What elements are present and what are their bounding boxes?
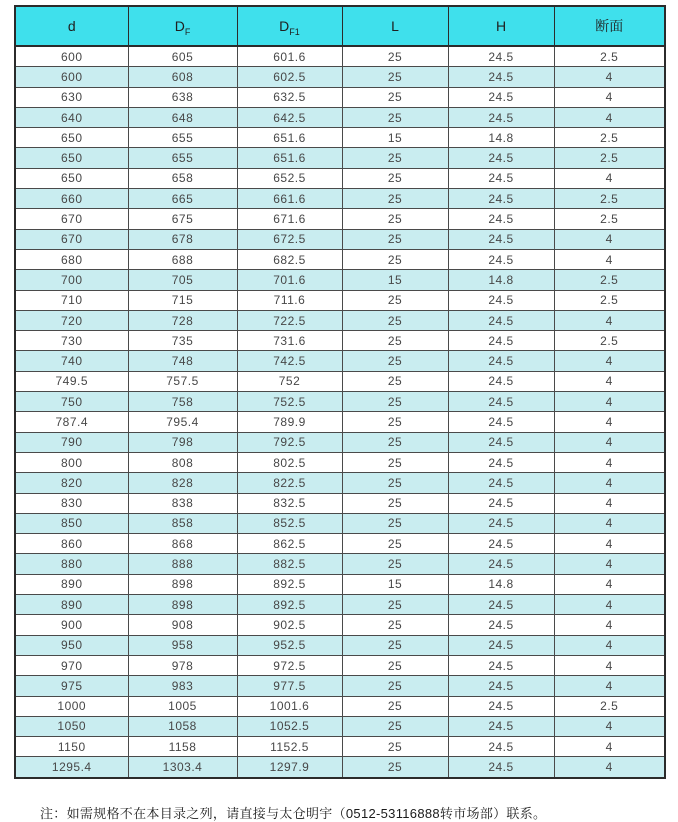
cell: 787.4 xyxy=(15,412,128,432)
cell: 25 xyxy=(342,168,448,188)
cell: 15 xyxy=(342,270,448,290)
cell: 1152.5 xyxy=(237,737,342,757)
column-header-label: L xyxy=(391,18,399,34)
cell: 728 xyxy=(128,310,237,330)
footer-note: 注：如需规格不在本目录之列，请直接与太仓明宇（0512-53116888转市场部）联系。 xyxy=(40,806,547,821)
cell: 983 xyxy=(128,676,237,696)
table-row xyxy=(15,432,665,452)
cell: 608 xyxy=(128,67,237,87)
table-body xyxy=(15,46,665,778)
column-header-subscript: F xyxy=(184,26,191,37)
cell: 680 xyxy=(15,249,128,269)
cell: 25 xyxy=(342,331,448,351)
cell: 752.5 xyxy=(237,392,342,412)
cell: 24.5 xyxy=(448,371,554,391)
cell: 25 xyxy=(342,757,448,778)
cell: 4 xyxy=(554,655,665,675)
cell: 25 xyxy=(342,493,448,513)
cell: 25 xyxy=(342,696,448,716)
cell: 802.5 xyxy=(237,452,342,472)
cell: 868 xyxy=(128,534,237,554)
column-header xyxy=(128,6,237,46)
cell: 890 xyxy=(15,595,128,615)
cell: 4 xyxy=(554,493,665,513)
cell: 665 xyxy=(128,189,237,209)
cell: 860 xyxy=(15,534,128,554)
column-header xyxy=(554,6,665,46)
spec-table-container xyxy=(14,5,666,779)
cell: 24.5 xyxy=(448,493,554,513)
cell: 4 xyxy=(554,716,665,736)
table-row xyxy=(15,493,665,513)
cell: 24.5 xyxy=(448,655,554,675)
cell: 25 xyxy=(342,229,448,249)
cell: 14.8 xyxy=(448,270,554,290)
cell: 630 xyxy=(15,87,128,107)
cell: 4 xyxy=(554,635,665,655)
cell: 952.5 xyxy=(237,635,342,655)
cell: 790 xyxy=(15,432,128,452)
cell: 24.5 xyxy=(448,331,554,351)
cell: 651.6 xyxy=(237,148,342,168)
cell: 4 xyxy=(554,574,665,594)
table-row xyxy=(15,148,665,168)
cell: 2.5 xyxy=(554,270,665,290)
table-row xyxy=(15,310,665,330)
cell: 832.5 xyxy=(237,493,342,513)
cell: 600 xyxy=(15,67,128,87)
cell: 978 xyxy=(128,655,237,675)
cell: 24.5 xyxy=(448,615,554,635)
cell: 670 xyxy=(15,229,128,249)
cell: 4 xyxy=(554,371,665,391)
cell: 902.5 xyxy=(237,615,342,635)
cell: 798 xyxy=(128,432,237,452)
cell: 752 xyxy=(237,371,342,391)
cell: 1052.5 xyxy=(237,716,342,736)
cell: 908 xyxy=(128,615,237,635)
cell: 1295.4 xyxy=(15,757,128,778)
cell: 711.6 xyxy=(237,290,342,310)
column-header xyxy=(237,6,342,46)
cell: 1303.4 xyxy=(128,757,237,778)
spec-table xyxy=(14,5,666,779)
cell: 25 xyxy=(342,655,448,675)
cell: 2.5 xyxy=(554,148,665,168)
table-row xyxy=(15,655,665,675)
cell: 652.5 xyxy=(237,168,342,188)
cell: 742.5 xyxy=(237,351,342,371)
cell: 722.5 xyxy=(237,310,342,330)
table-row xyxy=(15,412,665,432)
table-row xyxy=(15,696,665,716)
cell: 888 xyxy=(128,554,237,574)
cell: 758 xyxy=(128,392,237,412)
cell: 25 xyxy=(342,107,448,127)
cell: 715 xyxy=(128,290,237,310)
cell: 25 xyxy=(342,452,448,472)
cell: 838 xyxy=(128,493,237,513)
cell: 975 xyxy=(15,676,128,696)
cell: 24.5 xyxy=(448,757,554,778)
cell: 24.5 xyxy=(448,229,554,249)
cell: 950 xyxy=(15,635,128,655)
cell: 2.5 xyxy=(554,696,665,716)
cell: 890 xyxy=(15,574,128,594)
cell: 678 xyxy=(128,229,237,249)
column-header xyxy=(15,6,128,46)
cell: 1000 xyxy=(15,696,128,716)
cell: 25 xyxy=(342,412,448,432)
cell: 4 xyxy=(554,67,665,87)
table-row xyxy=(15,351,665,371)
column-header-label: d xyxy=(67,18,76,34)
cell: 24.5 xyxy=(448,412,554,432)
cell: 789.9 xyxy=(237,412,342,432)
cell: 24.5 xyxy=(448,209,554,229)
cell: 642.5 xyxy=(237,107,342,127)
table-row xyxy=(15,371,665,391)
table-row xyxy=(15,737,665,757)
cell: 675 xyxy=(128,209,237,229)
cell: 862.5 xyxy=(237,534,342,554)
table-header xyxy=(15,6,665,46)
cell: 2.5 xyxy=(554,46,665,67)
table-row xyxy=(15,168,665,188)
cell: 25 xyxy=(342,46,448,67)
cell: 898 xyxy=(128,595,237,615)
table-row xyxy=(15,595,665,615)
cell: 24.5 xyxy=(448,168,554,188)
cell: 651.6 xyxy=(237,128,342,148)
cell: 4 xyxy=(554,87,665,107)
cell: 25 xyxy=(342,473,448,493)
cell: 24.5 xyxy=(448,189,554,209)
cell: 4 xyxy=(554,168,665,188)
cell: 24.5 xyxy=(448,473,554,493)
cell: 25 xyxy=(342,635,448,655)
cell: 15 xyxy=(342,574,448,594)
cell: 2.5 xyxy=(554,209,665,229)
table-row xyxy=(15,46,665,67)
cell: 822.5 xyxy=(237,473,342,493)
cell: 4 xyxy=(554,249,665,269)
cell: 24.5 xyxy=(448,67,554,87)
cell: 25 xyxy=(342,615,448,635)
cell: 4 xyxy=(554,107,665,127)
cell: 730 xyxy=(15,331,128,351)
cell: 958 xyxy=(128,635,237,655)
cell: 2.5 xyxy=(554,331,665,351)
cell: 735 xyxy=(128,331,237,351)
column-header-label: H xyxy=(495,18,507,34)
table-row xyxy=(15,270,665,290)
cell: 24.5 xyxy=(448,676,554,696)
cell: 25 xyxy=(342,534,448,554)
cell: 650 xyxy=(15,168,128,188)
cell: 731.6 xyxy=(237,331,342,351)
cell: 24.5 xyxy=(448,46,554,67)
cell: 24.5 xyxy=(448,310,554,330)
cell: 4 xyxy=(554,737,665,757)
cell: 25 xyxy=(342,148,448,168)
cell: 4 xyxy=(554,615,665,635)
cell: 25 xyxy=(342,432,448,452)
cell: 25 xyxy=(342,351,448,371)
cell: 25 xyxy=(342,595,448,615)
cell: 25 xyxy=(342,310,448,330)
cell: 705 xyxy=(128,270,237,290)
cell: 1005 xyxy=(128,696,237,716)
cell: 970 xyxy=(15,655,128,675)
cell: 682.5 xyxy=(237,249,342,269)
header-row xyxy=(15,6,665,46)
column-header-subscript: F1 xyxy=(289,26,300,37)
cell: 24.5 xyxy=(448,554,554,574)
column-header-label: 断面 xyxy=(595,18,624,34)
cell: 4 xyxy=(554,412,665,432)
cell: 710 xyxy=(15,290,128,310)
cell: 25 xyxy=(342,737,448,757)
cell: 24.5 xyxy=(448,392,554,412)
cell: 820 xyxy=(15,473,128,493)
cell: 25 xyxy=(342,554,448,574)
cell: 830 xyxy=(15,493,128,513)
cell: 658 xyxy=(128,168,237,188)
cell: 1050 xyxy=(15,716,128,736)
cell: 4 xyxy=(554,513,665,533)
table-row xyxy=(15,615,665,635)
cell: 688 xyxy=(128,249,237,269)
cell: 977.5 xyxy=(237,676,342,696)
cell: 25 xyxy=(342,676,448,696)
cell: 650 xyxy=(15,128,128,148)
table-row xyxy=(15,392,665,412)
cell: 24.5 xyxy=(448,148,554,168)
cell: 25 xyxy=(342,209,448,229)
cell: 748 xyxy=(128,351,237,371)
cell: 24.5 xyxy=(448,635,554,655)
cell: 808 xyxy=(128,452,237,472)
cell: 4 xyxy=(554,392,665,412)
cell: 24.5 xyxy=(448,716,554,736)
cell: 640 xyxy=(15,107,128,127)
cell: 4 xyxy=(554,676,665,696)
cell: 882.5 xyxy=(237,554,342,574)
table-row xyxy=(15,229,665,249)
cell: 792.5 xyxy=(237,432,342,452)
cell: 655 xyxy=(128,128,237,148)
cell: 4 xyxy=(554,473,665,493)
cell: 2.5 xyxy=(554,290,665,310)
cell: 850 xyxy=(15,513,128,533)
cell: 14.8 xyxy=(448,574,554,594)
cell: 25 xyxy=(342,67,448,87)
cell: 1058 xyxy=(128,716,237,736)
cell: 670 xyxy=(15,209,128,229)
cell: 4 xyxy=(554,229,665,249)
cell: 602.5 xyxy=(237,67,342,87)
cell: 661.6 xyxy=(237,189,342,209)
cell: 24.5 xyxy=(448,87,554,107)
cell: 671.6 xyxy=(237,209,342,229)
cell: 701.6 xyxy=(237,270,342,290)
cell: 601.6 xyxy=(237,46,342,67)
cell: 25 xyxy=(342,716,448,736)
cell: 605 xyxy=(128,46,237,67)
table-row xyxy=(15,249,665,269)
cell: 720 xyxy=(15,310,128,330)
cell: 700 xyxy=(15,270,128,290)
column-header xyxy=(448,6,554,46)
cell: 4 xyxy=(554,310,665,330)
cell: 892.5 xyxy=(237,595,342,615)
cell: 660 xyxy=(15,189,128,209)
cell: 795.4 xyxy=(128,412,237,432)
cell: 24.5 xyxy=(448,432,554,452)
cell: 4 xyxy=(554,534,665,554)
cell: 24.5 xyxy=(448,452,554,472)
table-row xyxy=(15,87,665,107)
column-header xyxy=(342,6,448,46)
cell: 4 xyxy=(554,452,665,472)
cell: 1001.6 xyxy=(237,696,342,716)
cell: 800 xyxy=(15,452,128,472)
cell: 25 xyxy=(342,392,448,412)
table-row xyxy=(15,676,665,696)
cell: 25 xyxy=(342,371,448,391)
cell: 749.5 xyxy=(15,371,128,391)
cell: 14.8 xyxy=(448,128,554,148)
cell: 900 xyxy=(15,615,128,635)
cell: 2.5 xyxy=(554,189,665,209)
table-row xyxy=(15,574,665,594)
cell: 1150 xyxy=(15,737,128,757)
cell: 24.5 xyxy=(448,534,554,554)
table-row xyxy=(15,67,665,87)
table-row xyxy=(15,331,665,351)
cell: 1297.9 xyxy=(237,757,342,778)
cell: 4 xyxy=(554,351,665,371)
cell: 24.5 xyxy=(448,696,554,716)
table-row xyxy=(15,107,665,127)
table-row xyxy=(15,209,665,229)
cell: 757.5 xyxy=(128,371,237,391)
cell: 1158 xyxy=(128,737,237,757)
cell: 750 xyxy=(15,392,128,412)
cell: 25 xyxy=(342,290,448,310)
table-row xyxy=(15,473,665,493)
cell: 25 xyxy=(342,189,448,209)
table-row xyxy=(15,635,665,655)
cell: 892.5 xyxy=(237,574,342,594)
cell: 24.5 xyxy=(448,107,554,127)
cell: 24.5 xyxy=(448,513,554,533)
cell: 852.5 xyxy=(237,513,342,533)
table-row xyxy=(15,554,665,574)
cell: 24.5 xyxy=(448,351,554,371)
cell: 4 xyxy=(554,554,665,574)
table-row xyxy=(15,534,665,554)
cell: 24.5 xyxy=(448,595,554,615)
column-header-label: D xyxy=(174,18,185,34)
cell: 2.5 xyxy=(554,128,665,148)
cell: 25 xyxy=(342,513,448,533)
column-header-label: D xyxy=(279,18,290,34)
cell: 4 xyxy=(554,595,665,615)
cell: 600 xyxy=(15,46,128,67)
cell: 632.5 xyxy=(237,87,342,107)
cell: 25 xyxy=(342,87,448,107)
table-row xyxy=(15,128,665,148)
cell: 672.5 xyxy=(237,229,342,249)
cell: 25 xyxy=(342,249,448,269)
table-row xyxy=(15,513,665,533)
cell: 648 xyxy=(128,107,237,127)
table-row xyxy=(15,290,665,310)
cell: 972.5 xyxy=(237,655,342,675)
cell: 880 xyxy=(15,554,128,574)
cell: 655 xyxy=(128,148,237,168)
cell: 4 xyxy=(554,757,665,778)
cell: 638 xyxy=(128,87,237,107)
table-row xyxy=(15,189,665,209)
cell: 858 xyxy=(128,513,237,533)
cell: 740 xyxy=(15,351,128,371)
cell: 898 xyxy=(128,574,237,594)
table-row xyxy=(15,452,665,472)
cell: 24.5 xyxy=(448,249,554,269)
table-row xyxy=(15,716,665,736)
cell: 828 xyxy=(128,473,237,493)
cell: 650 xyxy=(15,148,128,168)
cell: 24.5 xyxy=(448,737,554,757)
cell: 15 xyxy=(342,128,448,148)
cell: 24.5 xyxy=(448,290,554,310)
table-row xyxy=(15,757,665,778)
cell: 4 xyxy=(554,432,665,452)
